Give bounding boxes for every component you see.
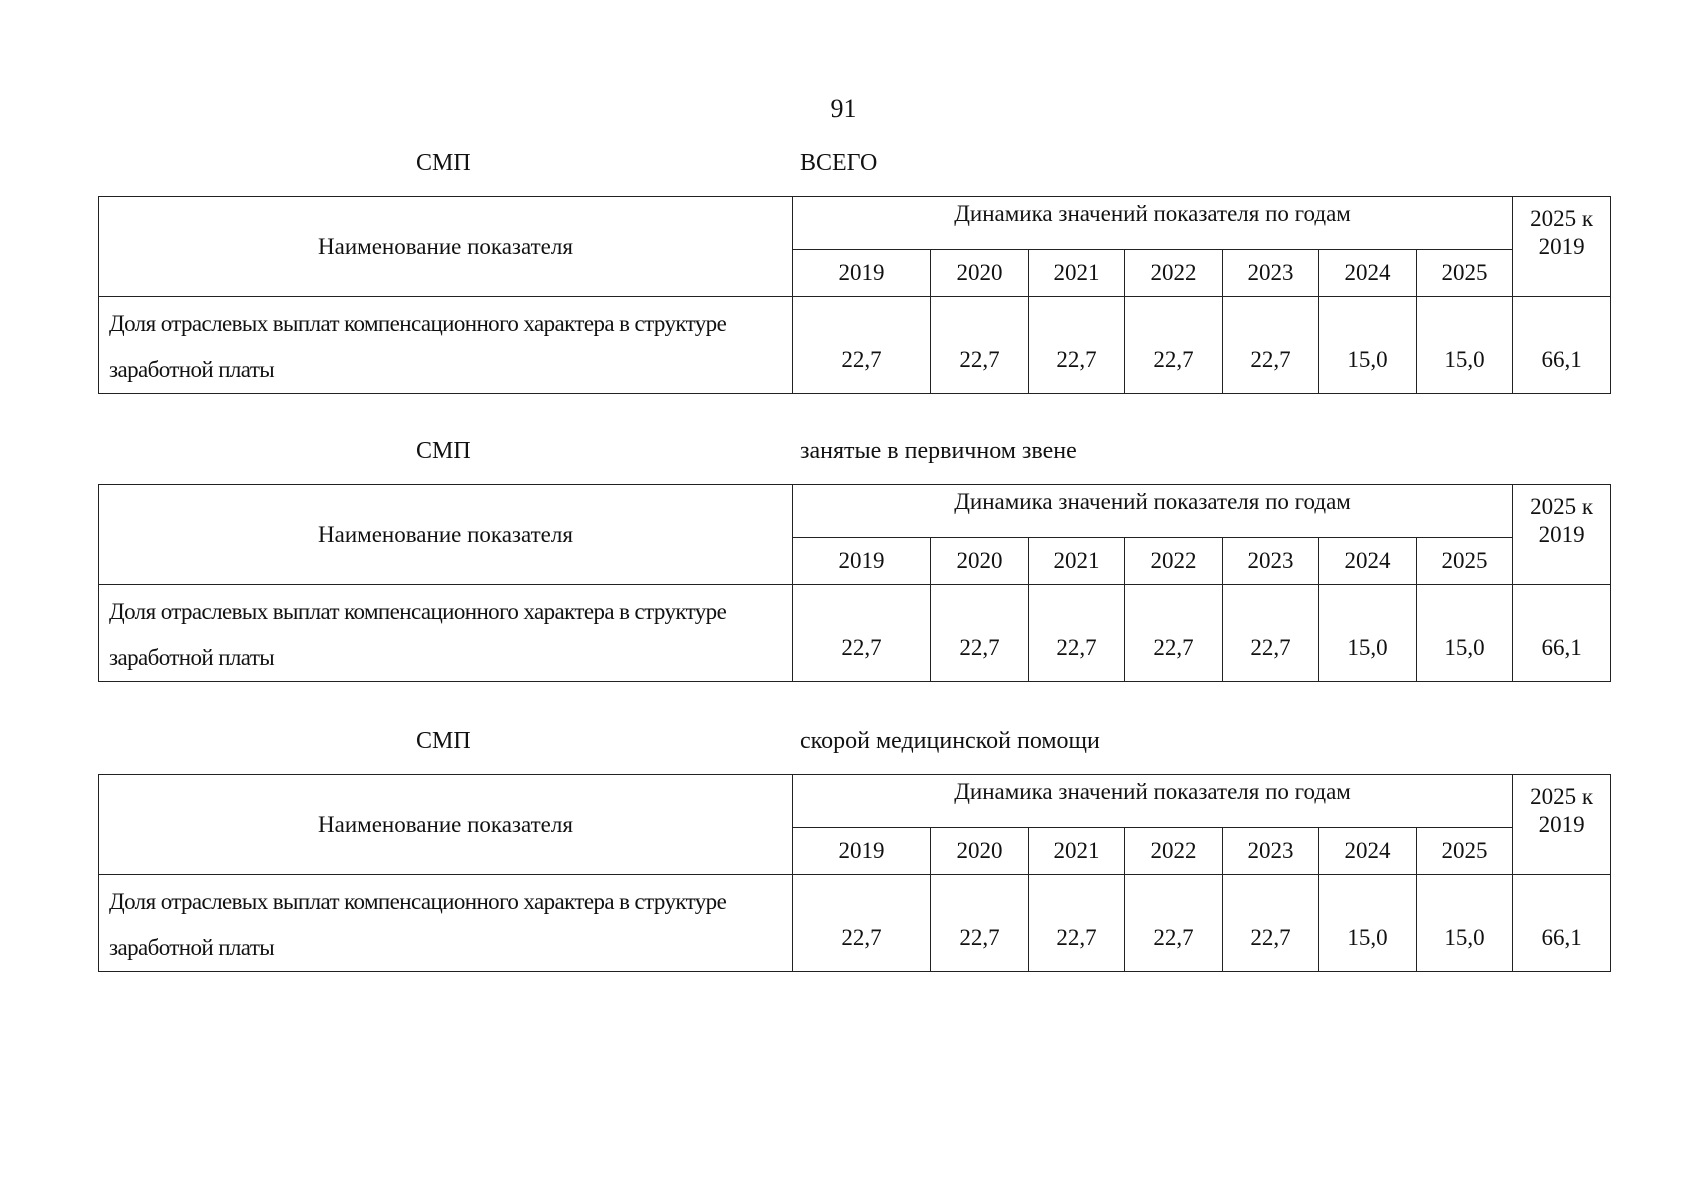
year-header: 2023 [1223,538,1319,585]
value-cell: 15,0 [1319,875,1417,972]
year-header: 2019 [793,538,931,585]
year-header: 2022 [1125,250,1223,297]
name-column-header: Наименование показателя [99,197,793,297]
value-cell: 22,7 [1029,585,1125,682]
ratio-header: 2025 к 2019 [1513,775,1611,875]
page-number: 91 [830,94,857,123]
year-header: 2025 [1417,538,1513,585]
indicator-table [98,774,1611,972]
value-cell: 22,7 [1125,875,1223,972]
year-header: 2025 [1417,250,1513,297]
year-header: 2025 [1417,828,1513,875]
year-header: 2024 [1319,250,1417,297]
name-column-header: Наименование показателя [99,485,793,585]
indicator-name: Доля отраслевых выплат компенсационного характера в структуре заработной платы [99,875,793,972]
ratio-cell: 66,1 [1513,875,1611,972]
value-cell: 22,7 [1029,875,1125,972]
value-cell: 22,7 [1223,875,1319,972]
value-cell: 15,0 [1417,297,1513,394]
ratio-header: 2025 к 2019 [1513,197,1611,297]
value-cell: 22,7 [1223,585,1319,682]
table-row [99,297,1611,394]
year-header: 2019 [793,250,931,297]
value-cell: 22,7 [793,875,931,972]
dynamics-header: Динамика значений показателя по годам [793,197,1513,250]
value-cell: 15,0 [1319,585,1417,682]
section-label: СМП [416,438,471,464]
indicator-name: Доля отраслевых выплат компенсационного характера в структуре заработной платы [99,585,793,682]
table-row [99,875,1611,972]
dynamics-header: Динамика значений показателя по годам [793,775,1513,828]
ratio-cell: 66,1 [1513,585,1611,682]
year-header: 2021 [1029,828,1125,875]
value-cell: 15,0 [1417,875,1513,972]
year-header: 2020 [931,250,1029,297]
indicator-table [98,196,1611,394]
year-header: 2024 [1319,538,1417,585]
section-label: СМП [416,150,471,176]
value-cell: 22,7 [793,585,931,682]
name-column-header: Наименование показателя [99,775,793,875]
year-header: 2019 [793,828,931,875]
value-cell: 22,7 [931,297,1029,394]
value-cell: 15,0 [1417,585,1513,682]
section-label: СМП [416,728,471,754]
indicator-name: Доля отраслевых выплат компенсационного характера в структуре заработной платы [99,297,793,394]
value-cell: 22,7 [793,297,931,394]
section-subtitle: ВСЕГО [800,150,878,176]
section-subtitle: занятые в первичном звене [800,438,1077,464]
value-cell: 22,7 [1223,297,1319,394]
year-header: 2021 [1029,538,1125,585]
value-cell: 22,7 [1029,297,1125,394]
year-header: 2023 [1223,250,1319,297]
value-cell: 22,7 [1125,297,1223,394]
year-header: 2022 [1125,538,1223,585]
ratio-header: 2025 к 2019 [1513,485,1611,585]
dynamics-header: Динамика значений показателя по годам [793,485,1513,538]
value-cell: 15,0 [1319,297,1417,394]
year-header: 2024 [1319,828,1417,875]
value-cell: 22,7 [931,585,1029,682]
year-header: 2021 [1029,250,1125,297]
year-header: 2022 [1125,828,1223,875]
year-header: 2020 [931,828,1029,875]
ratio-cell: 66,1 [1513,297,1611,394]
year-header: 2020 [931,538,1029,585]
section-subtitle: скорой медицинской помощи [800,728,1100,754]
value-cell: 22,7 [931,875,1029,972]
table-row [99,585,1611,682]
year-header: 2023 [1223,828,1319,875]
indicator-table [98,484,1611,682]
value-cell: 22,7 [1125,585,1223,682]
